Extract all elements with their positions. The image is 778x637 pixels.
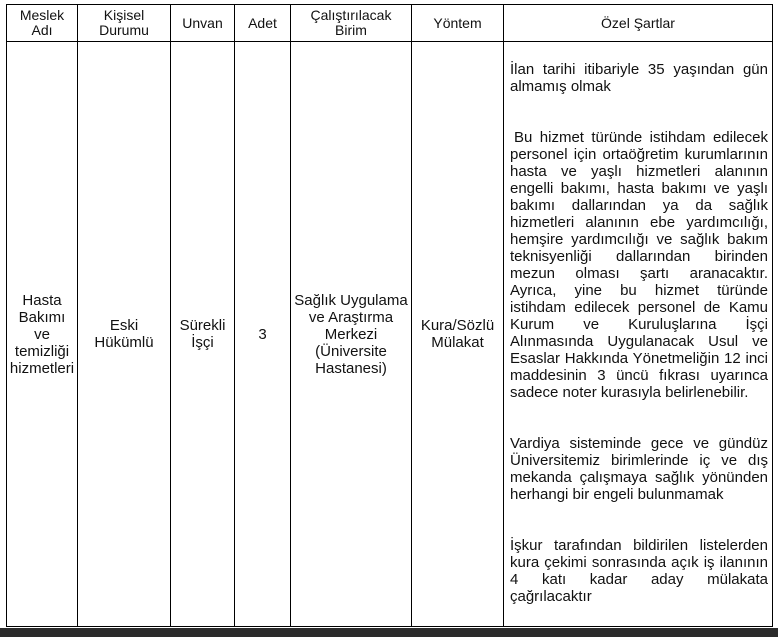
job-listing-table (6, 4, 773, 627)
condition-education: Bu hizmet türünde istihdam edilecek personel için ortaöğretim kurumlarının hasta ve yaşlı hizmetleri alanının engelli bakımı, hasta bakımı ve yaşlı bakımı dallarından ya da sağlık hizmetleri alanının ebe yardımcılığı, hemşire yardımcılığı ve sağlık bakım teknisyenliği dallarından birinden mezun olması şartı aranacaktır. Ayrıca, yine bu hizmet türünde istihdam edilecek personel de Kamu Kurum ve Kuruluşlarına İşçi Alınmasında Uygulanacak Usul ve Esaslar Hakkında Yönetmeliğin 12 inci maddesinin 3 üncü fıkrası uyarınca sadece noter kurasıyla belirlenebilir. (510, 128, 768, 401)
header-kisisel-durumu: Kişisel Durumu (78, 5, 171, 42)
cell-kisisel-durumu: Eski Hükümlü (78, 42, 171, 627)
cell-birim: Sağlık Uygulama ve Araştırma Merkezi (Üniversite Hastanesi) (291, 42, 412, 627)
conditions-list (504, 61, 772, 605)
header-yontem: Yöntem (412, 5, 504, 42)
cell-meslek-adi: Hasta Bakımı ve temizliği hizmetleri (7, 42, 78, 627)
header-row (7, 5, 773, 42)
table-row (7, 42, 773, 627)
condition-shift-health: Vardiya sisteminde gece ve gündüz Üniversitemiz birimlerinde iç ve dış mekanda çalışmaya sağlık yönünden herhangi bir engeli bulunmamak (510, 434, 768, 503)
header-meslek-adi: Meslek Adı (7, 5, 78, 42)
header-unvan: Unvan (171, 5, 235, 42)
header-ozel-sartlar: Özel Şartlar (504, 5, 773, 42)
cell-unvan: Sürekli İşçi (171, 42, 235, 627)
cell-adet: 3 (235, 42, 291, 627)
condition-iskur-interview: İşkur tarafından bildirilen listelerden kura çekimi sonrasında açık iş ilanının 4 katı kadar aday mülakata çağrılacaktır (510, 536, 768, 605)
condition-age: İlan tarihi itibariyle 35 yaşından gün almamış olmak (510, 60, 768, 95)
header-adet: Adet (235, 5, 291, 42)
viewer-bottom-bar (0, 628, 778, 637)
header-birim: Çalıştırılacak Birim (291, 5, 412, 42)
cell-ozel-sartlar (504, 42, 773, 627)
cell-yontem: Kura/Sözlü Mülakat (412, 42, 504, 627)
